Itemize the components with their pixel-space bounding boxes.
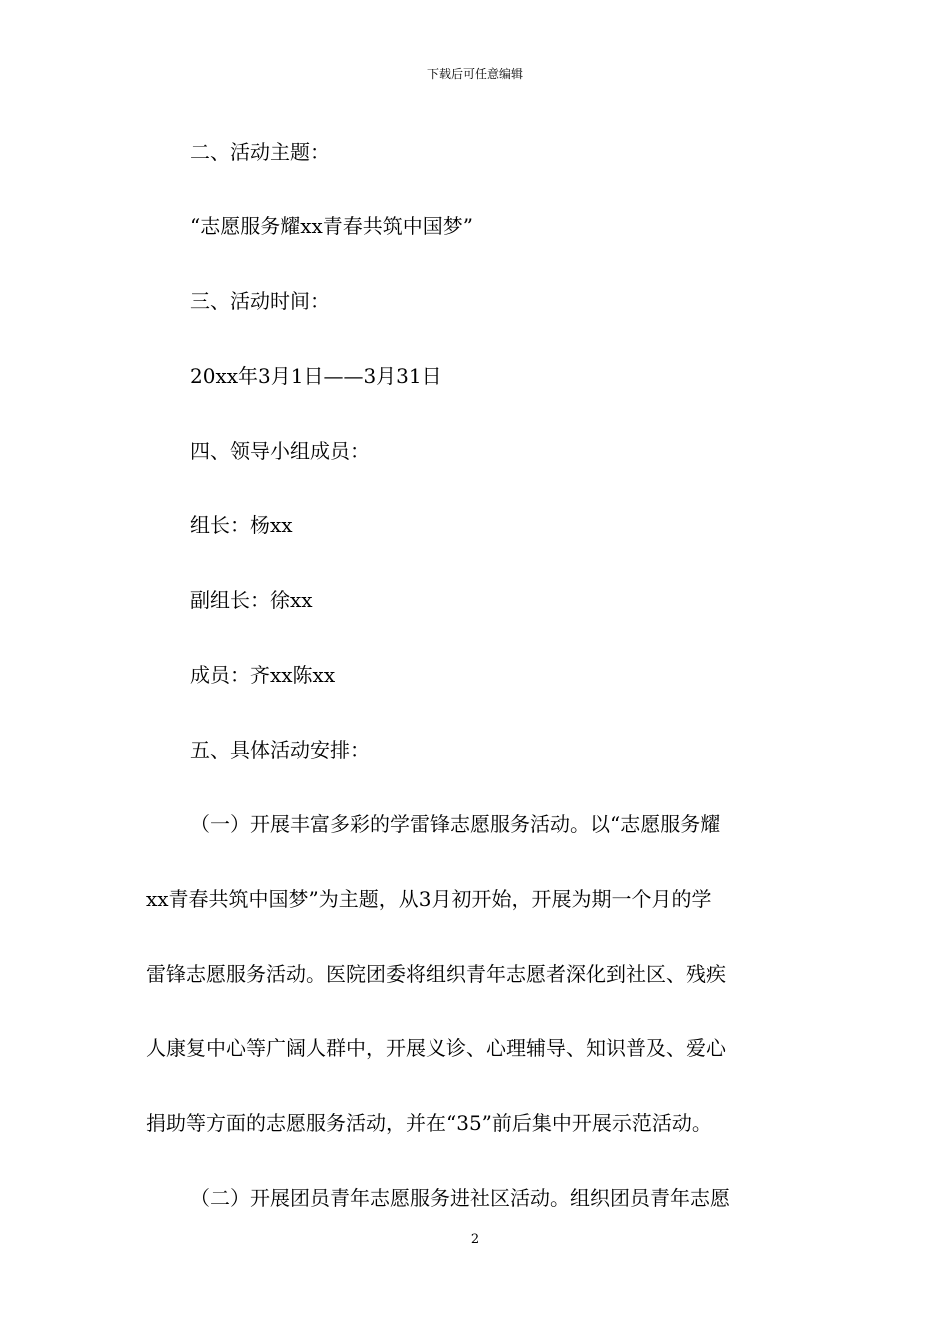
activity-time-text: 20xx年3月1日——3月31日 <box>190 364 442 388</box>
paragraph-line: （二）开展团员青年志愿服务进社区活动。组织团员青年志愿 <box>190 1186 730 1210</box>
paragraph-line: 捐助等方面的志愿服务活动，并在“35”前后集中开展示范活动。 <box>146 1111 712 1135</box>
members-text: 成员：齐xx陈xx <box>190 663 336 687</box>
activity-theme-text: “志愿服务耀xx青春共筑中国梦” <box>190 214 474 238</box>
group-leader-text: 组长：杨xx <box>190 513 293 537</box>
paragraph-line: xx青春共筑中国梦”为主题，从3月初开始，开展为期一个月的学 <box>146 887 712 911</box>
heading-activity-time: 三、活动时间： <box>190 289 330 313</box>
paragraph-line: 雷锋志愿服务活动。医院团委将组织青年志愿者深化到社区、残疾 <box>146 962 726 986</box>
page-number: 2 <box>470 1232 480 1247</box>
heading-activity-arrangement: 五、具体活动安排： <box>190 738 370 762</box>
heading-activity-theme: 二、活动主题： <box>190 140 330 164</box>
deputy-leader-text: 副组长：徐xx <box>190 588 313 612</box>
paragraph-line: （一）开展丰富多彩的学雷锋志愿服务活动。以“志愿服务耀 <box>190 812 721 836</box>
page-header: 下载后可任意编辑 <box>426 67 523 81</box>
heading-leadership-group: 四、领导小组成员： <box>190 439 370 463</box>
paragraph-line: 人康复中心等广阔人群中，开展义诊、心理辅导、知识普及、爱心 <box>146 1036 726 1060</box>
